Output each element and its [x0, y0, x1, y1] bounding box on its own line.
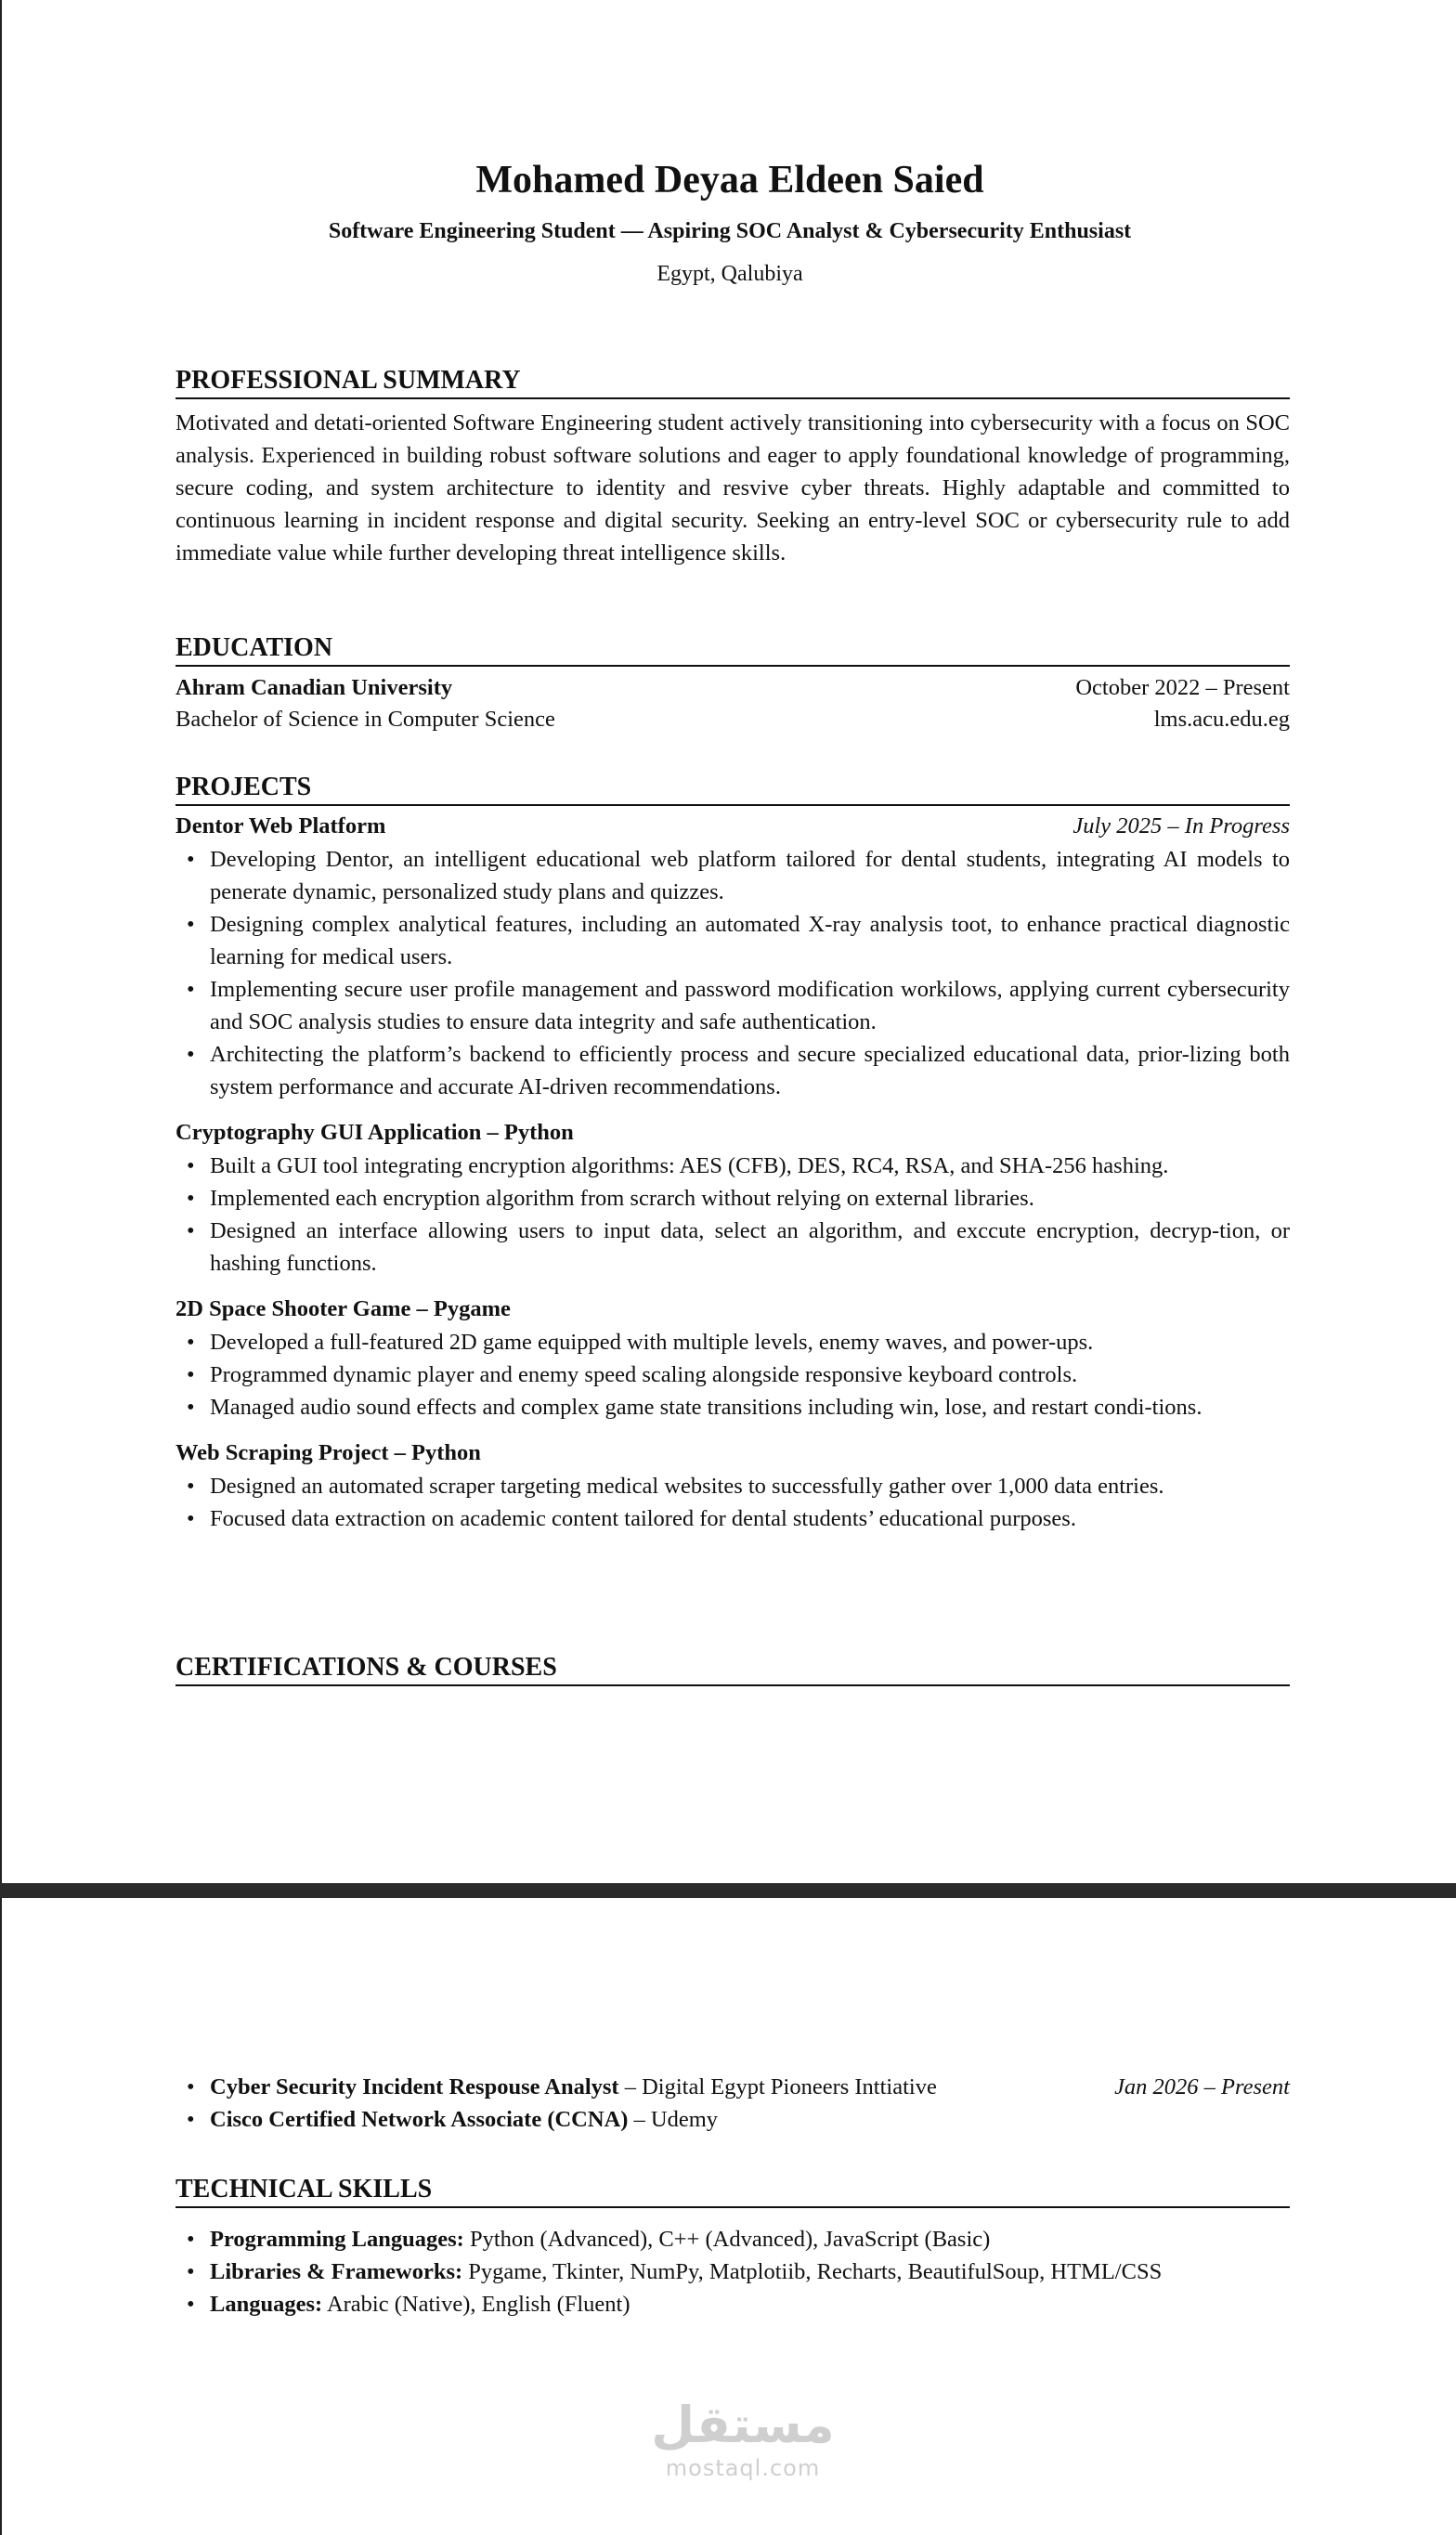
project-bullet: • Designing complex analytical features, including an automated X-ray analysis toot, to enhance practical diagnostic learning for medical users. — [176, 908, 1290, 973]
certification-name: Cisco Certified Network Associate (CCNA) — [210, 2107, 629, 2132]
skill-label: Programming Languages: — [210, 2227, 464, 2252]
certifications-title: CERTIFICATIONS & COURSES — [176, 1653, 1290, 1686]
candidate-location: Egypt, Qalubiya — [656, 262, 803, 286]
project-bullet: • Implemented each encryption algorithm from scrarch without relying on external libraries. — [176, 1182, 1290, 1215]
certification-date: Jan 2026 – Present — [1114, 2074, 1290, 2100]
project-bullet: • Programmed dynamic player and enemy speed scaling alongside responsive keyboard controls. — [176, 1358, 1290, 1391]
skill-value: Pygame, Tkinter, NumPy, Matplotiib, Recharts, BeautifulSoup, HTML/CSS — [462, 2259, 1163, 2284]
skill-item — [176, 2223, 1290, 2256]
certification-item — [176, 2071, 1290, 2103]
education-row-2 — [176, 704, 1290, 735]
project-date: July 2025 – In Progress — [1072, 813, 1290, 838]
skill-item — [176, 2288, 1290, 2320]
education-school: Ahram Canadian University — [176, 675, 453, 700]
projects-title: PROJECTS — [176, 773, 1290, 806]
project-bullet: • Managed audio sound effects and complex game state transitions including win, lose, and restart condi-tions. — [176, 1391, 1290, 1424]
candidate-tagline: Software Engineering Student — Aspiring SOC Analyst & Cybersecurity Enthusiast — [328, 219, 1132, 243]
watermark-logo: مستقل — [651, 2396, 835, 2454]
project-bullet: • Designed an interface allowing users to input data, select an algorithm, and exccute encryption, decryp-tion, or hashing functions. — [176, 1215, 1290, 1280]
summary-text: Motivated and detati-oriented Software Engineering student actively transitioning into cybersecurity with a focus on SOC analysis. Experienced in building robust software solutions and eager to apply foundational knowledge of programming, secure coding, and system architecture to identity and resvive cyber threats. Highly adaptable and committed to continuous learning in incident response and digital security. Seeking an entry-level SOC or cybersecurity rule to add immediate value while further developing threat intelligence skills. — [176, 410, 1290, 566]
skill-value: Python (Advanced), C++ (Advanced), JavaScript (Basic) — [463, 2227, 991, 2252]
project-bullet: • Developing Dentor, an intelligent educational web platform tailored for dental students, integrating AI models to penerate dynamic, personalized study plans and quizzes. — [176, 843, 1290, 908]
project-space-shooter — [176, 1293, 1290, 1424]
certification-item — [176, 2103, 1290, 2136]
project-name: Dentor Web Platform — [176, 813, 386, 838]
project-bullet: • Implementing secure user profile management and password modification workilows, applying current cybersecurity and SOC analysis studies to ensure data integrity and safe authentication. — [176, 973, 1290, 1038]
certifications-list — [176, 2071, 1290, 2136]
skills-title: TECHNICAL SKILLS — [176, 2175, 1290, 2208]
skill-label: Libraries & Frameworks: — [210, 2259, 463, 2284]
project-name: 2D Space Shooter Game – Pygame — [176, 1296, 511, 1321]
education-section — [176, 633, 1290, 735]
skill-item — [176, 2256, 1290, 2288]
skill-label: Languages: — [210, 2292, 323, 2317]
certifications-title-block — [176, 1653, 1290, 1686]
project-web-scraping — [176, 1436, 1290, 1535]
project-dentor — [176, 810, 1290, 1103]
education-row — [176, 672, 1290, 704]
summary-section — [176, 366, 1290, 569]
skills-section — [176, 2175, 1290, 2320]
watermark-url: mostaql.com — [665, 2455, 821, 2481]
education-site: lms.acu.edu.eg — [1153, 707, 1290, 732]
project-bullet: • Designed an automated scraper targeting medical websites to successfully gather over 1,000 data entries. — [176, 1470, 1290, 1502]
page-separator — [0, 1883, 1456, 1898]
project-bullet: • Focused data extraction on academic content tailored for dental students’ educational purposes. — [176, 1502, 1290, 1535]
project-name: Web Scraping Project – Python — [176, 1440, 481, 1465]
education-title: EDUCATION — [176, 633, 1290, 667]
certification-detail: – Udemy — [628, 2107, 719, 2132]
summary-title: PROFESSIONAL SUMMARY — [176, 366, 1290, 399]
education-dates: October 2022 – Present — [1075, 675, 1290, 700]
education-degree: Bachelor of Science in Computer Science — [176, 707, 555, 732]
project-bullet: • Architecting the platform’s backend to efficiently process and secure specialized educational data, prior-lizing both system performance and accurate AI-driven recommendations. — [176, 1038, 1290, 1103]
skill-value: Arabic (Native), English (Fluent) — [322, 2292, 630, 2317]
project-name: Cryptography GUI Application – Python — [176, 1120, 574, 1145]
projects-section — [176, 773, 1290, 1535]
project-bullet: • Built a GUI tool integrating encryption algorithms: AES (CFB), DES, RC4, RSA, and SHA-256 hashing. — [176, 1150, 1290, 1182]
certification-name: Cyber Security Incident Respouse Analyst — [210, 2074, 619, 2100]
certification-detail: – Digital Egypt Pioneers Inttiative — [618, 2074, 937, 2100]
candidate-name: Mohamed Deyaa Eldeen Saied — [475, 159, 984, 202]
project-cryptography — [176, 1116, 1290, 1280]
project-bullet: • Developed a full-featured 2D game equipped with multiple levels, enemy waves, and power-ups. — [176, 1326, 1290, 1358]
